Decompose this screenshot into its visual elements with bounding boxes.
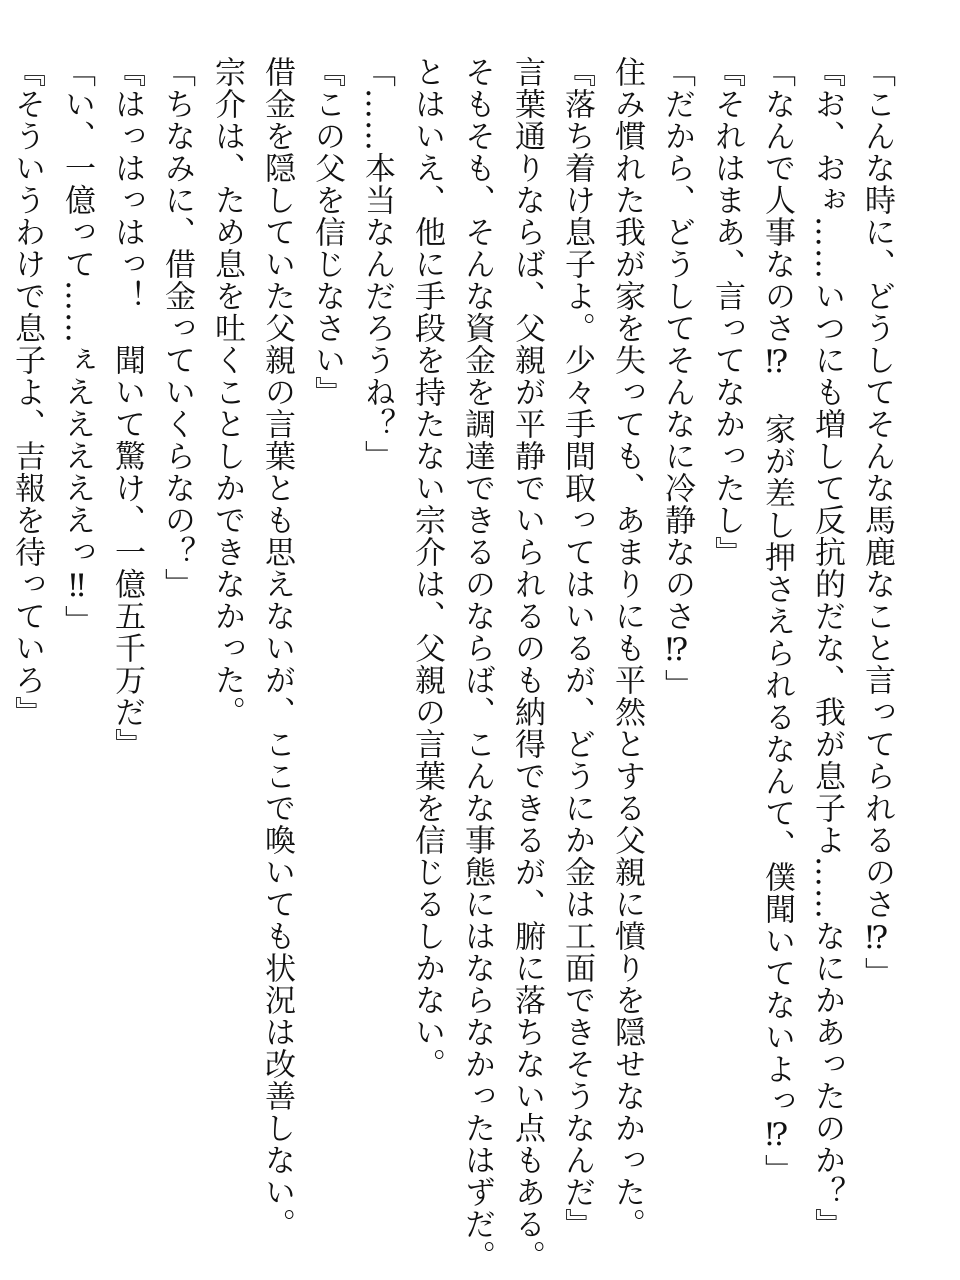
text-line: 「……本当なんだろうね？」	[359, 56, 395, 472]
text-line: 「なんで人事なのさ⁉ 家が差し押さえられるなんて、僕聞いてないよっ⁉」	[759, 56, 795, 1186]
text-line: 「だから、どうしてそんなに冷静なのさ⁉」	[659, 56, 695, 701]
text-line: 言葉通りならば、父親が平静でいられるのも納得できるが、腑に落ちない点もある。	[509, 56, 545, 1272]
text-line: 借金を隠していた父親の言葉とも思えないが、ここで喚いても状況は改善しない。	[259, 56, 295, 1240]
text-line: 『はっはっはっ！ 聞いて驚け、一億五千万だ』	[109, 56, 145, 760]
text-line: とはいえ、他に手段を持たない宗介は、父親の言葉を信じるしかない。	[409, 56, 445, 1080]
text-line: 「こんな時に、どうしてそんな馬鹿なこと言ってられるのさ⁉」	[859, 56, 895, 989]
text-line: 『そういうわけで息子よ、吉報を待っていろ』	[9, 56, 45, 728]
text-line: 「い、一億って……ぇえええええっ‼」	[59, 56, 95, 637]
text-line: 住み慣れた我が家を失っても、あまりにも平然とする父親に憤りを隠せなかった。	[609, 56, 645, 1240]
text-line: 『落ち着け息子よ。少々手間取ってはいるが、どうにか金は工面できそうなんだ』	[559, 56, 595, 1240]
text-line: 「ちなみに、借金っていくらなの？」	[159, 56, 195, 600]
text-line: 『お、おぉ……いつにも増して反抗的だな、我が息子よ……なにかあったのか？』	[809, 56, 845, 1240]
text-line: そもそも、そんな資金を調達できるのならば、こんな事態にはならなかったはずだ。	[459, 56, 495, 1272]
text-line: 宗介は、ため息を吐くことしかできなかった。	[209, 56, 245, 728]
text-line: 『この父を信じなさい』	[309, 56, 345, 408]
text-line: 『それはまあ、言ってなかったし』	[709, 56, 745, 568]
vertical-text-body	[2, 56, 902, 1272]
